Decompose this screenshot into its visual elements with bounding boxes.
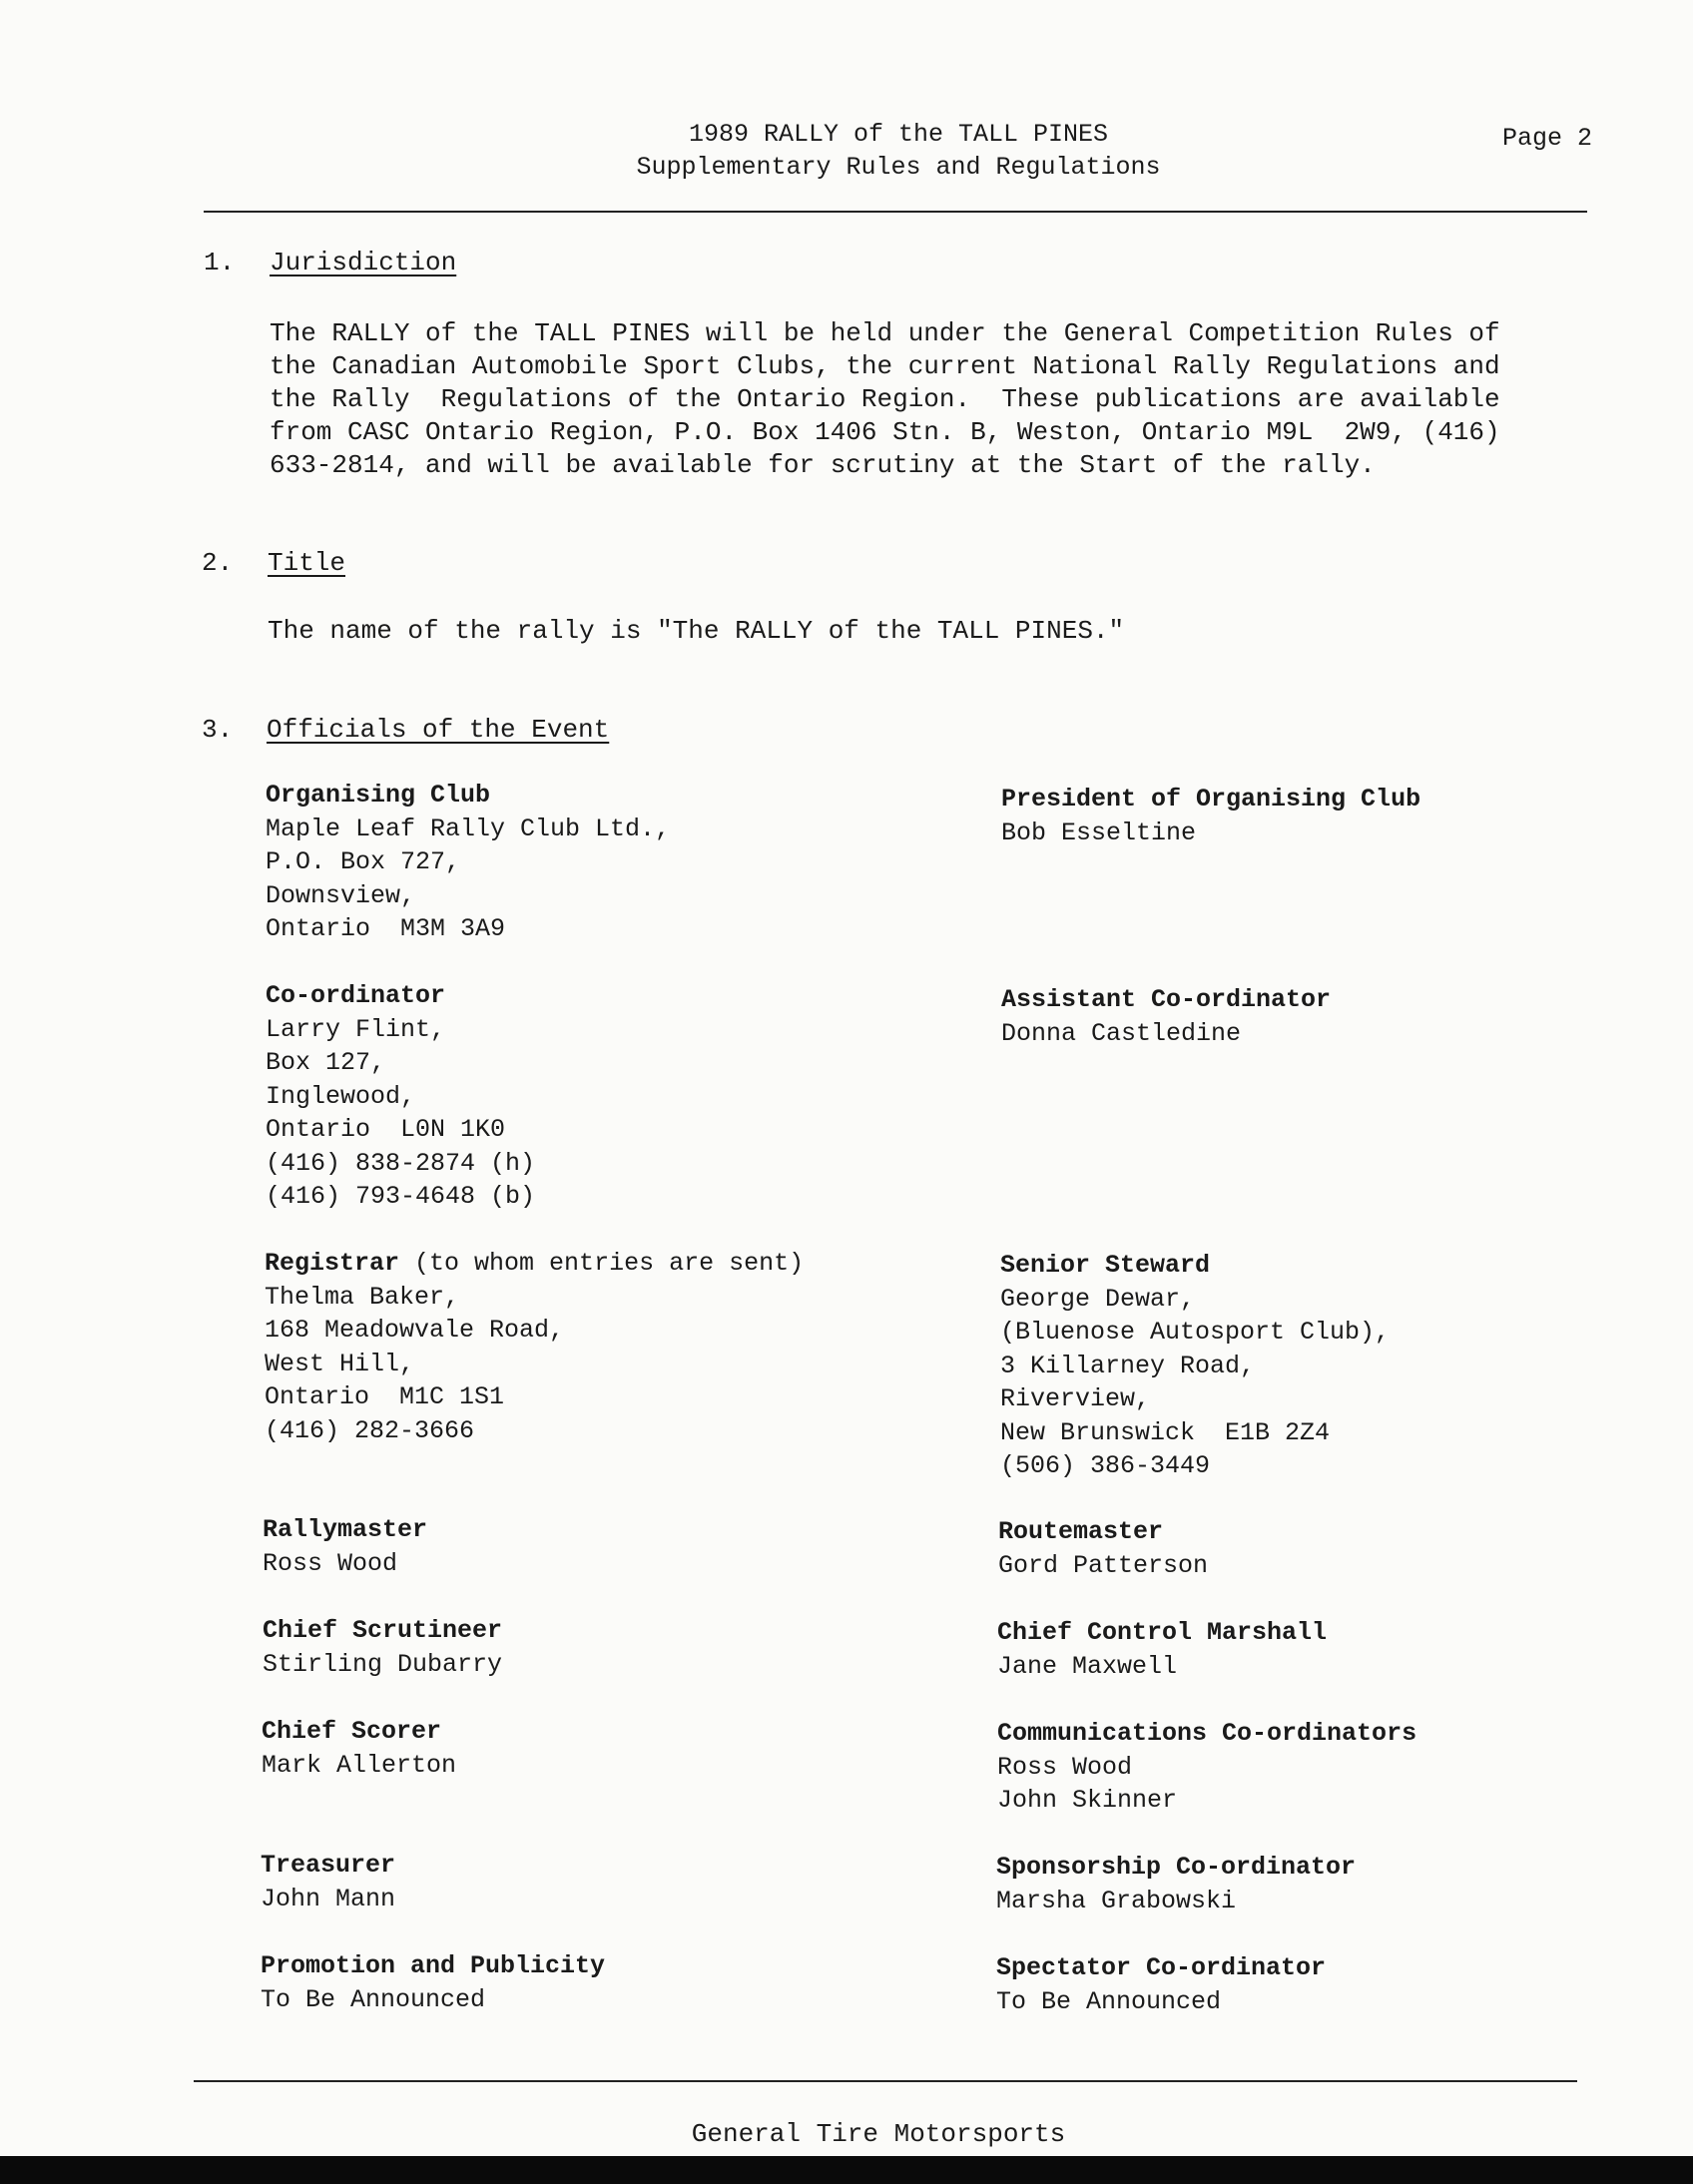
paragraph-line: from CASC Ontario Region, P.O. Box 1406 Stn. B, Weston, Ontario M9L 2W9, (416) [270, 417, 1500, 447]
official-assistant-coordinator [1001, 983, 1331, 1050]
official-detail: (Bluenose Autosport Club), [1000, 1318, 1391, 1347]
official-detail: Stirling Dubarry [263, 1649, 503, 1679]
section-1-paragraph [270, 317, 1500, 482]
section-3-title: Officials of the Event [267, 715, 610, 745]
official-detail: George Dewar, [1000, 1284, 1196, 1314]
official-coordinator [266, 979, 535, 1214]
official-detail: (506) 386-3449 [1000, 1451, 1211, 1480]
scan-border [0, 2156, 1693, 2184]
official-role: Co-ordinator [266, 981, 446, 1010]
official-detail: Riverview, [1000, 1384, 1151, 1413]
official-treasurer [261, 1849, 395, 1915]
section-2-paragraph [268, 615, 1124, 648]
document-header [539, 118, 1258, 184]
official-detail: Gord Patterson [998, 1550, 1209, 1580]
official-role: Treasurer [261, 1851, 396, 1880]
official-detail: Ontario M1C 1S1 [265, 1382, 505, 1411]
official-role: Chief Scrutineer [263, 1616, 503, 1645]
section-1-title: Jurisdiction [270, 248, 457, 277]
official-role: Rallymaster [263, 1515, 428, 1544]
section-3-number: 3. [202, 715, 234, 745]
official-detail: Ontario M3M 3A9 [266, 914, 506, 943]
footer-divider [194, 2080, 1577, 2082]
official-detail: Ontario L0N 1K0 [266, 1115, 506, 1144]
official-spectator-coordinator [996, 1951, 1326, 2018]
official-detail: Jane Maxwell [997, 1651, 1178, 1681]
official-role: President of Organising Club [1001, 785, 1421, 814]
paragraph-line: the Canadian Automobile Sport Clubs, the current National Rally Regulations and [270, 351, 1500, 381]
official-role: Routemaster [998, 1517, 1164, 1546]
official-sponsorship-coordinator [996, 1851, 1356, 1917]
official-detail: Mark Allerton [262, 1750, 457, 1780]
header-divider [204, 211, 1587, 213]
official-role: Organising Club [266, 781, 491, 810]
section-2-title: Title [268, 548, 346, 578]
official-role [265, 1247, 804, 1281]
official-role-note: (to whom entries are sent) [399, 1249, 805, 1278]
paragraph-line: the Rally Regulations of the Ontario Region. These publications are available [270, 384, 1500, 414]
paragraph-line: The name of the rally is "The RALLY of the TALL PINES." [268, 616, 1125, 646]
official-organising-club [266, 779, 670, 946]
official-registrar [265, 1247, 804, 1447]
official-detail: John Mann [261, 1884, 396, 1913]
official-rallymaster [263, 1513, 427, 1580]
official-detail: Inglewood, [266, 1081, 416, 1111]
official-communications-coordinators [997, 1717, 1416, 1818]
official-role: Sponsorship Co-ordinator [996, 1853, 1357, 1882]
official-chief-control-marshall [997, 1616, 1327, 1683]
official-detail: Larry Flint, [266, 1014, 446, 1044]
official-detail: Marsha Grabowski [996, 1886, 1237, 1915]
official-role-name: Registrar [265, 1249, 400, 1278]
official-promotion-publicity [261, 1949, 605, 2016]
header-title-line1: 1989 RALLY of the TALL PINES [688, 120, 1109, 149]
official-detail: West Hill, [265, 1349, 415, 1378]
official-detail: Ross Wood [997, 1752, 1133, 1782]
official-detail: To Be Announced [261, 1984, 486, 2014]
official-senior-steward [1000, 1249, 1390, 1483]
official-detail: (416) 838-2874 (h) [266, 1148, 536, 1178]
official-role: Senior Steward [1000, 1251, 1211, 1280]
paragraph-line: The RALLY of the TALL PINES will be held under the General Competition Rules of [270, 318, 1500, 348]
official-routemaster [998, 1515, 1208, 1582]
official-role: Assistant Co-ordinator [1001, 985, 1332, 1014]
official-role: Promotion and Publicity [261, 1951, 606, 1980]
section-2-number: 2. [202, 548, 234, 578]
official-detail: Ross Wood [263, 1548, 398, 1578]
footer-text: General Tire Motorsports [691, 2119, 1066, 2149]
official-detail: 168 Meadowvale Road, [265, 1316, 565, 1345]
official-detail: New Brunswick E1B 2Z4 [1000, 1417, 1331, 1447]
official-detail: John Skinner [997, 1786, 1178, 1815]
official-detail: Box 127, [266, 1048, 386, 1077]
official-detail: 3 Killarney Road, [1000, 1351, 1256, 1380]
official-role: Chief Scorer [262, 1717, 442, 1746]
official-chief-scorer [262, 1715, 456, 1782]
official-detail: To Be Announced [996, 1986, 1222, 2016]
official-detail: (416) 793-4648 (b) [266, 1182, 536, 1211]
official-detail: Downsview, [266, 880, 416, 910]
official-detail: (416) 282-3666 [265, 1415, 475, 1445]
page-number: Page 2 [1502, 124, 1593, 153]
paragraph-line: 633-2814, and will be available for scrutiny at the Start of the rally. [270, 450, 1376, 480]
official-chief-scrutineer [263, 1614, 502, 1681]
official-detail: Bob Esseltine [1001, 818, 1197, 847]
official-president [1001, 783, 1420, 849]
official-detail: Thelma Baker, [265, 1282, 460, 1312]
official-role: Communications Co-ordinators [997, 1719, 1417, 1748]
official-role: Chief Control Marshall [997, 1618, 1328, 1647]
official-detail: P.O. Box 727, [266, 847, 461, 876]
official-detail: Donna Castledine [1001, 1018, 1242, 1048]
section-1-number: 1. [204, 248, 236, 277]
official-role: Spectator Co-ordinator [996, 1953, 1327, 1982]
official-detail: Maple Leaf Rally Club Ltd., [266, 814, 671, 843]
header-title-line2: Supplementary Rules and Regulations [636, 153, 1161, 182]
